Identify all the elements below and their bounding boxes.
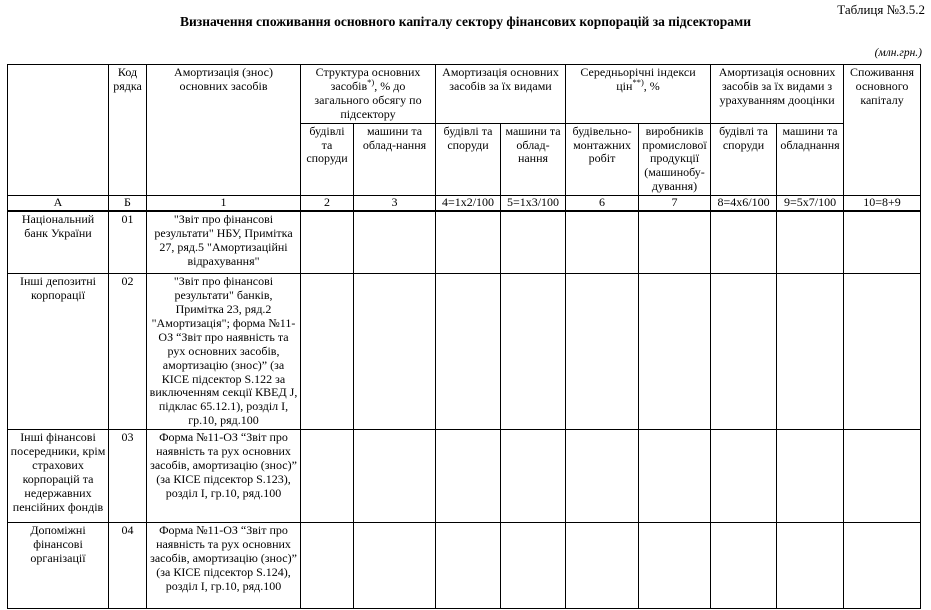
units-note: (млн.грн.) bbox=[874, 47, 922, 59]
empty-cell bbox=[354, 523, 436, 609]
empty-cell bbox=[501, 523, 566, 609]
corner-cell bbox=[8, 65, 109, 196]
header-by-types: Амортизація основних засобів за їх видами bbox=[436, 65, 566, 124]
colnum-b: Б bbox=[109, 196, 147, 212]
colnum-9: 9=5x7/100 bbox=[777, 196, 844, 212]
numbering-row bbox=[8, 196, 921, 212]
subheader-buildings-2: будівлі та споруди bbox=[436, 123, 501, 196]
subheader-machines-1: машини та облад-нання bbox=[354, 123, 436, 196]
colnum-1: 1 bbox=[147, 196, 301, 212]
empty-cell bbox=[354, 430, 436, 523]
header-structure-rest: , % до загального обсягу по підсектору bbox=[314, 78, 422, 121]
empty-cell bbox=[711, 523, 777, 609]
empty-cell bbox=[354, 274, 436, 430]
empty-cell bbox=[711, 274, 777, 430]
empty-cell bbox=[566, 430, 639, 523]
empty-cell bbox=[301, 274, 354, 430]
empty-cell bbox=[301, 430, 354, 523]
colnum-5: 5=1x3/100 bbox=[501, 196, 566, 212]
empty-cell bbox=[844, 430, 921, 523]
empty-cell bbox=[566, 523, 639, 609]
row-name-cell: Інші фінансові посередники, крім страхових корпорацій та недержавних пенсійних фондів bbox=[8, 430, 109, 523]
data-table bbox=[7, 64, 921, 609]
row-code-cell: 01 bbox=[109, 211, 147, 274]
subheader-buildings-1: будівлі та споруди bbox=[301, 123, 354, 196]
header-revalued: Амортизація основних засобів за їх видами з урахуванням дооцінки bbox=[711, 65, 844, 124]
empty-cell bbox=[501, 274, 566, 430]
empty-cell bbox=[777, 430, 844, 523]
header-indices bbox=[566, 65, 711, 124]
empty-cell bbox=[566, 274, 639, 430]
footnote-marker-2: **) bbox=[632, 76, 644, 87]
subheader-buildings-3: будівлі та споруди bbox=[711, 123, 777, 196]
empty-cell bbox=[844, 211, 921, 274]
row-name-cell: Національний банк України bbox=[8, 211, 109, 274]
empty-cell bbox=[777, 274, 844, 430]
header-consumption: Споживання основного капіталу bbox=[844, 65, 921, 196]
header-code: Код рядка bbox=[109, 65, 147, 196]
row-source-cell: "Звіт про фінансові результати" банків, Примітка 23, ряд.2 "Амортизація"; форма №11-ОЗ “Звіт про наявність та рух основних засобів, амортизацію (знос)” (за КІСЕ підсектор S.122 за виключенням секції КВЕД J, підклас 65.12.1), розділ I, гр.10, ряд.100 bbox=[147, 274, 301, 430]
table-row-other-intermediaries bbox=[8, 430, 921, 523]
table-row-other-depository bbox=[8, 274, 921, 430]
colnum-8: 8=4x6/100 bbox=[711, 196, 777, 212]
empty-cell bbox=[711, 211, 777, 274]
empty-cell bbox=[639, 430, 711, 523]
table-container bbox=[7, 64, 921, 609]
row-code-cell: 04 bbox=[109, 523, 147, 609]
table-row-nbu bbox=[8, 211, 921, 274]
empty-cell bbox=[436, 430, 501, 523]
colnum-3: 3 bbox=[354, 196, 436, 212]
empty-cell bbox=[301, 523, 354, 609]
empty-cell bbox=[354, 211, 436, 274]
row-name-cell: Інші депозитні корпорації bbox=[8, 274, 109, 430]
header-structure bbox=[301, 65, 436, 124]
row-source-cell: Форма №11-ОЗ “Звіт про наявність та рух основних засобів, амортизацію (знос)” (за КІСЕ підсектор S.123), розділ I, гр.10, ряд.100 bbox=[147, 430, 301, 523]
empty-cell bbox=[777, 523, 844, 609]
header-indices-text: Середньорічні індекси цін bbox=[580, 65, 696, 93]
table-number-label: Таблиця №3.5.2 bbox=[837, 2, 925, 17]
colnum-2: 2 bbox=[301, 196, 354, 212]
empty-cell bbox=[639, 523, 711, 609]
subheader-machines-2: машини та облад-нання bbox=[501, 123, 566, 196]
empty-cell bbox=[436, 274, 501, 430]
colnum-6: 6 bbox=[566, 196, 639, 212]
row-source-cell: Форма №11-ОЗ “Звіт про наявність та рух основних засобів, амортизацію (знос)” (за КІСЕ підсектор S.124), розділ I, гр.10, ряд.100 bbox=[147, 523, 301, 609]
header-structure-text: Структура основних засобів bbox=[315, 65, 421, 93]
colnum-a: А bbox=[8, 196, 109, 212]
row-code-cell: 02 bbox=[109, 274, 147, 430]
colnum-7: 7 bbox=[639, 196, 711, 212]
empty-cell bbox=[436, 211, 501, 274]
colnum-10: 10=8+9 bbox=[844, 196, 921, 212]
empty-cell bbox=[436, 523, 501, 609]
row-name-cell: Допоміжні фінансові організації bbox=[8, 523, 109, 609]
empty-cell bbox=[777, 211, 844, 274]
header-indices-rest: , % bbox=[643, 78, 660, 93]
subheader-construction-index: будівельно-монтажних робіт bbox=[566, 123, 639, 196]
subheader-machines-3: машини та обладнання bbox=[777, 123, 844, 196]
empty-cell bbox=[501, 430, 566, 523]
empty-cell bbox=[639, 274, 711, 430]
empty-cell bbox=[566, 211, 639, 274]
empty-cell bbox=[844, 523, 921, 609]
empty-cell bbox=[711, 430, 777, 523]
empty-cell bbox=[301, 211, 354, 274]
empty-cell bbox=[639, 211, 711, 274]
page-title: Визначення споживання основного капіталу сектору фінансових корпорацій за підсекторами bbox=[180, 14, 751, 29]
subheader-producer-index: виробників промислової продукції (машинобу-дування) bbox=[639, 123, 711, 196]
colnum-4: 4=1x2/100 bbox=[436, 196, 501, 212]
row-source-cell: "Звіт про фінансові результати" НБУ, Примітка 27, ряд.5 "Амортизаційні відрахування" bbox=[147, 211, 301, 274]
empty-cell bbox=[501, 211, 566, 274]
table-row-auxiliary-financial bbox=[8, 523, 921, 609]
footnote-marker-1: *) bbox=[367, 76, 375, 87]
header-depreciation: Амортизація (знос) основних засобів bbox=[147, 65, 301, 196]
row-code-cell: 03 bbox=[109, 430, 147, 523]
empty-cell bbox=[844, 274, 921, 430]
header-group-row bbox=[8, 65, 921, 124]
